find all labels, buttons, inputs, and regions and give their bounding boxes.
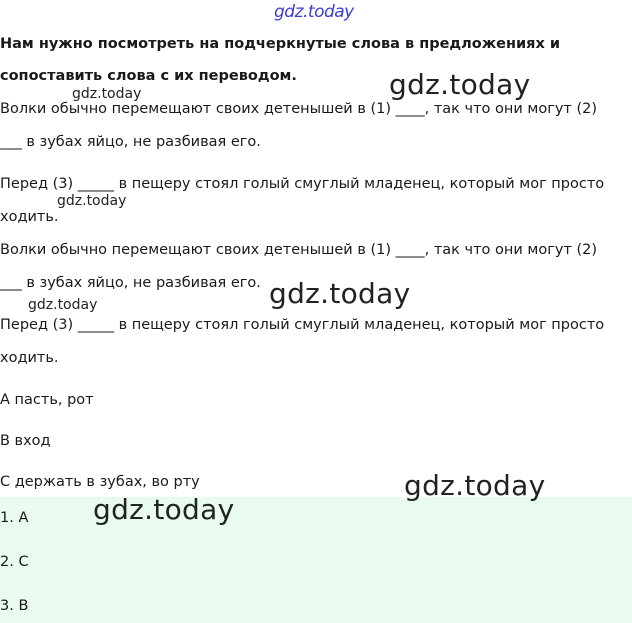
- option-c: C держать в зубах, во рту: [0, 474, 200, 490]
- watermark-5: gdz.today: [28, 297, 98, 313]
- sentence-3b: ___ в зубах яйцо, не разбивая его.: [0, 275, 261, 291]
- sentence-2a: Перед (3) _____ в пещеру стоял голый смуглый младенец, который мог просто: [0, 176, 605, 192]
- answer-3: 3. B: [0, 598, 29, 614]
- sentence-4b: ходить.: [0, 350, 59, 366]
- sentence-4a: Перед (3) _____ в пещеру стоял голый смуглый младенец, который мог просто: [0, 317, 605, 333]
- sentence-1b: ___ в зубах яйцо, не разбивая его.: [0, 134, 261, 150]
- sentence-3a: Волки обычно перемещают своих детенышей в (1) ____, так что они могут (2): [0, 242, 598, 258]
- watermark-4: gdz.today: [269, 277, 411, 310]
- site-logo[interactable]: gdz.today: [274, 2, 354, 22]
- option-a: A пасть, рот: [0, 392, 94, 408]
- watermark-3: gdz.today: [57, 193, 127, 209]
- sentence-2b: ходить.: [0, 209, 59, 225]
- watermark-2: gdz.today: [72, 86, 142, 102]
- task-line-2: сопоставить слова с их переводом.: [0, 68, 297, 84]
- option-b: B вход: [0, 433, 51, 449]
- answer-2: 2. C: [0, 554, 29, 570]
- watermark-7: gdz.today: [93, 493, 235, 526]
- answer-1: 1. A: [0, 510, 29, 526]
- task-line-1: Нам нужно посмотреть на подчеркнутые слова в предложениях и: [0, 36, 561, 52]
- sentence-1a: Волки обычно перемещают своих детенышей в (1) ____, так что они могут (2): [0, 101, 598, 117]
- watermark-1: gdz.today: [389, 68, 531, 101]
- watermark-6: gdz.today: [404, 469, 546, 502]
